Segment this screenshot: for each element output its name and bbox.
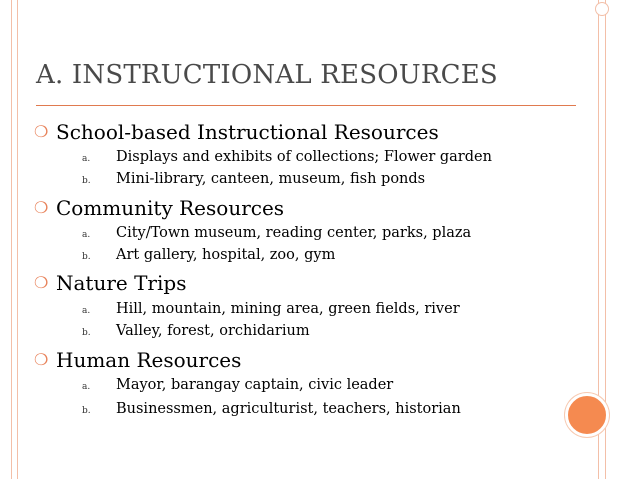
- list-item: [82, 377, 393, 393]
- title-underline: [36, 105, 576, 106]
- list-item-text: Businessmen, agriculturist, teachers, historian: [116, 401, 461, 417]
- list-marker: b.: [82, 406, 91, 416]
- list-marker: a.: [82, 230, 91, 240]
- left-border-line-2: [17, 0, 18, 479]
- section-community: [34, 196, 284, 220]
- section-school-based: [34, 120, 439, 144]
- section-human-resources: [34, 348, 241, 372]
- hollow-square-bullet-icon: ❍: [34, 198, 49, 217]
- list-item: [82, 225, 471, 241]
- section-label: Community Resources: [56, 196, 285, 220]
- list-item-text: Art gallery, hospital, zoo, gym: [116, 247, 336, 263]
- list-item-text: Valley, forest, orchidarium: [116, 323, 310, 339]
- list-item-text: Hill, mountain, mining area, green fields, river: [116, 301, 460, 317]
- list-item: [82, 171, 425, 187]
- list-item: [82, 247, 335, 263]
- list-marker: a.: [82, 306, 91, 316]
- list-item: [82, 323, 310, 339]
- decorative-orange-circle: [565, 393, 609, 437]
- section-label: Nature Trips: [56, 271, 187, 295]
- list-item-text: Mini-library, canteen, museum, fish ponds: [116, 171, 426, 187]
- section-label: Human Resources: [56, 348, 242, 372]
- list-marker: b.: [82, 176, 91, 186]
- list-marker: b.: [82, 328, 91, 338]
- slide-title: A. INSTRUCTIONAL RESOURCES: [36, 60, 498, 90]
- list-item-text: City/Town museum, reading center, parks, plaza: [116, 225, 472, 241]
- list-item-text: Mayor, barangay captain, civic leader: [116, 377, 394, 393]
- hollow-square-bullet-icon: ❍: [34, 273, 49, 292]
- list-item: [82, 301, 460, 317]
- section-label: School-based Instructional Resources: [56, 120, 439, 144]
- list-marker: b.: [82, 252, 91, 262]
- left-border-line: [11, 0, 12, 479]
- section-nature-trips: [34, 271, 186, 295]
- list-item-text: Displays and exhibits of collections; Flower garden: [116, 149, 492, 165]
- hollow-square-bullet-icon: ❍: [34, 350, 49, 369]
- list-marker: a.: [82, 382, 91, 392]
- hollow-square-bullet-icon: ❍: [34, 122, 49, 141]
- decorative-small-circle: [595, 2, 609, 16]
- list-item: [82, 401, 461, 417]
- list-marker: a.: [82, 154, 91, 164]
- list-item: [82, 149, 492, 165]
